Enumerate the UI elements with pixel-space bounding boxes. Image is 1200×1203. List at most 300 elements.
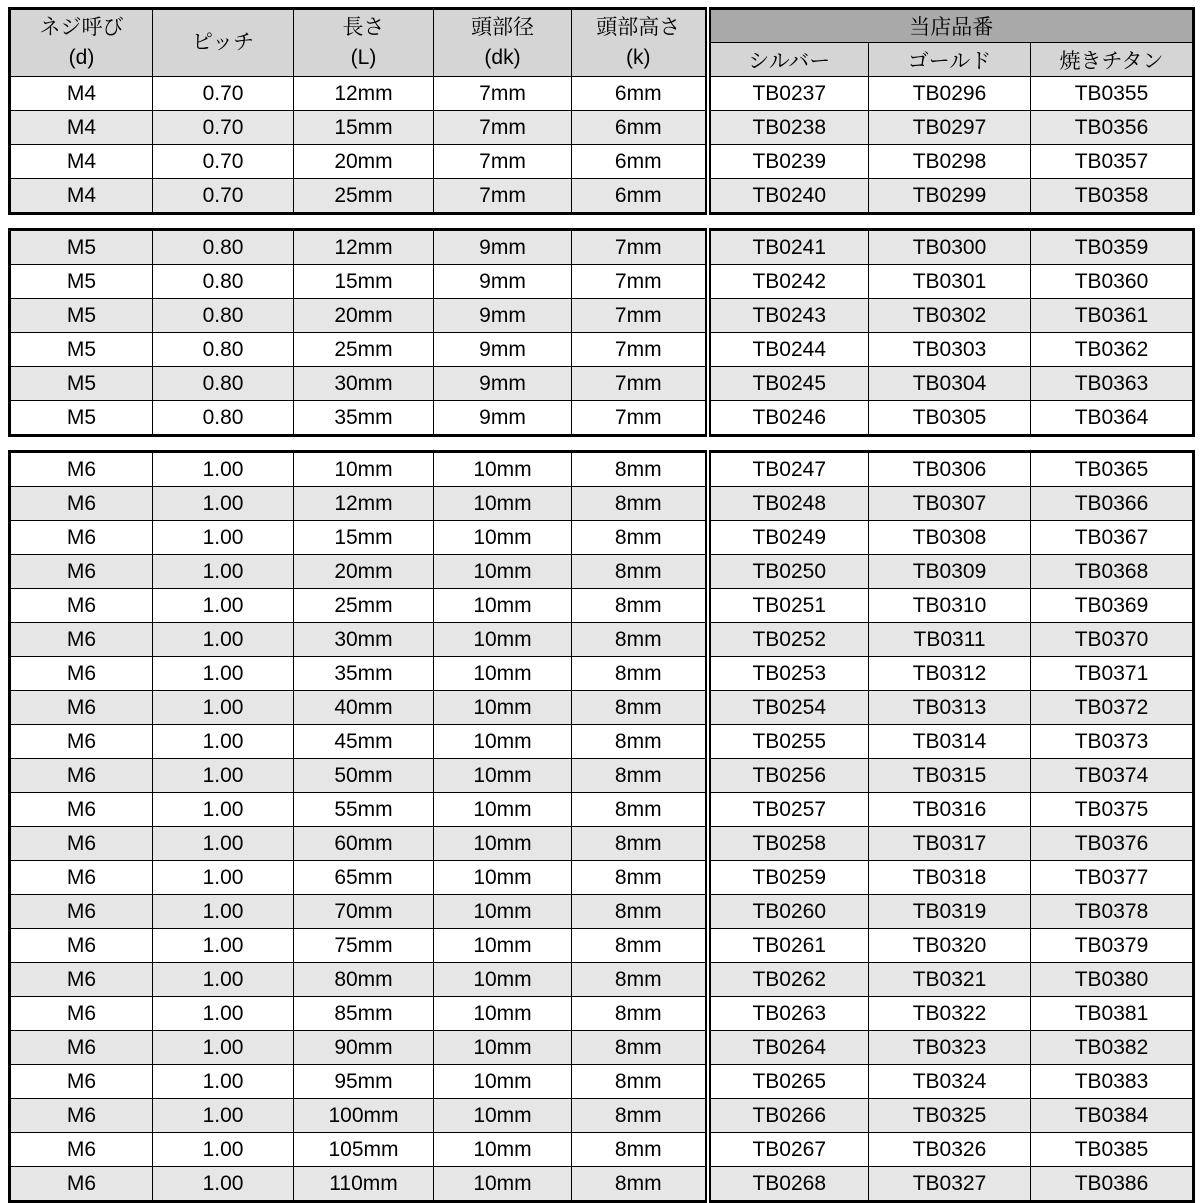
table-row: [10, 401, 1194, 436]
cell-head-diameter: 7mm: [434, 77, 572, 111]
cell-head-height: 8mm: [572, 963, 708, 997]
cell-pitch: 1.00: [153, 555, 294, 589]
cell-part-silver: TB0247: [708, 452, 869, 487]
cell-part-titanium: TB0386: [1031, 1167, 1194, 1202]
cell-screw-size: M4: [10, 179, 153, 214]
header-part-number-group: 当店品番: [708, 9, 1194, 43]
cell-screw-size: M6: [10, 555, 153, 589]
cell-head-height: 8mm: [572, 657, 708, 691]
cell-length: 85mm: [294, 997, 434, 1031]
cell-part-gold: TB0311: [869, 623, 1031, 657]
cell-part-titanium: TB0360: [1031, 265, 1194, 299]
cell-part-gold: TB0307: [869, 487, 1031, 521]
cell-part-titanium: TB0372: [1031, 691, 1194, 725]
cell-part-titanium: TB0364: [1031, 401, 1194, 436]
cell-part-gold: TB0323: [869, 1031, 1031, 1065]
cell-head-height: 7mm: [572, 265, 708, 299]
cell-pitch: 0.70: [153, 111, 294, 145]
cell-screw-size: M6: [10, 623, 153, 657]
header-gold: ゴールド: [869, 43, 1031, 77]
header-length: [294, 9, 434, 77]
cell-head-height: 7mm: [572, 299, 708, 333]
cell-pitch: 1.00: [153, 589, 294, 623]
table-row: [10, 793, 1194, 827]
cell-head-height: 8mm: [572, 793, 708, 827]
cell-head-diameter: 10mm: [434, 725, 572, 759]
cell-part-titanium: TB0355: [1031, 77, 1194, 111]
cell-head-diameter: 10mm: [434, 793, 572, 827]
cell-part-silver: TB0264: [708, 1031, 869, 1065]
cell-part-silver: TB0268: [708, 1167, 869, 1202]
cell-head-height: 8mm: [572, 759, 708, 793]
cell-part-silver: TB0242: [708, 265, 869, 299]
cell-part-silver: TB0244: [708, 333, 869, 367]
cell-screw-size: M5: [10, 401, 153, 436]
cell-length: 15mm: [294, 265, 434, 299]
cell-part-titanium: TB0382: [1031, 1031, 1194, 1065]
cell-part-silver: TB0246: [708, 401, 869, 436]
cell-head-diameter: 7mm: [434, 179, 572, 214]
table-header: [10, 9, 1194, 77]
cell-head-diameter: 10mm: [434, 452, 572, 487]
cell-length: 15mm: [294, 111, 434, 145]
cell-head-diameter: 9mm: [434, 401, 572, 436]
cell-head-diameter: 10mm: [434, 623, 572, 657]
cell-part-gold: TB0326: [869, 1133, 1031, 1167]
spec-table-m6: [8, 450, 1195, 1203]
table-row: [10, 77, 1194, 111]
cell-pitch: 1.00: [153, 997, 294, 1031]
cell-head-diameter: 10mm: [434, 1031, 572, 1065]
cell-part-titanium: TB0365: [1031, 452, 1194, 487]
cell-pitch: 1.00: [153, 1065, 294, 1099]
table-row: [10, 452, 1194, 487]
table-row: [10, 555, 1194, 589]
cell-length: 50mm: [294, 759, 434, 793]
cell-pitch: 1.00: [153, 657, 294, 691]
cell-head-height: 8mm: [572, 895, 708, 929]
header-screw-size: [10, 9, 153, 77]
cell-part-titanium: TB0375: [1031, 793, 1194, 827]
cell-head-diameter: 10mm: [434, 861, 572, 895]
header-screw-size-label: ネジ呼び: [39, 15, 124, 39]
cell-screw-size: M5: [10, 367, 153, 401]
cell-part-gold: TB0325: [869, 1099, 1031, 1133]
cell-pitch: 0.80: [153, 265, 294, 299]
cell-pitch: 0.80: [153, 299, 294, 333]
cell-pitch: 1.00: [153, 793, 294, 827]
cell-screw-size: M6: [10, 895, 153, 929]
cell-part-titanium: TB0385: [1031, 1133, 1194, 1167]
cell-head-height: 8mm: [572, 623, 708, 657]
table-row: [10, 895, 1194, 929]
cell-screw-size: M6: [10, 861, 153, 895]
cell-pitch: 1.00: [153, 725, 294, 759]
table-row: [10, 963, 1194, 997]
table-row: [10, 299, 1194, 333]
table-row: [10, 623, 1194, 657]
cell-screw-size: M6: [10, 827, 153, 861]
cell-screw-size: M6: [10, 521, 153, 555]
header-titanium: 焼きチタン: [1031, 43, 1194, 77]
cell-head-height: 7mm: [572, 367, 708, 401]
spec-table-m5: [8, 228, 1195, 437]
cell-pitch: 1.00: [153, 452, 294, 487]
cell-screw-size: M5: [10, 265, 153, 299]
cell-length: 25mm: [294, 333, 434, 367]
cell-part-titanium: TB0377: [1031, 861, 1194, 895]
cell-part-silver: TB0240: [708, 179, 869, 214]
cell-part-gold: TB0309: [869, 555, 1031, 589]
cell-part-silver: TB0260: [708, 895, 869, 929]
table-row: [10, 827, 1194, 861]
cell-head-height: 6mm: [572, 111, 708, 145]
cell-part-gold: TB0318: [869, 861, 1031, 895]
table-row: [10, 1031, 1194, 1065]
header-head-diameter-symbol: (dk): [484, 46, 521, 69]
cell-length: 12mm: [294, 487, 434, 521]
cell-length: 70mm: [294, 895, 434, 929]
cell-screw-size: M6: [10, 487, 153, 521]
cell-head-diameter: 10mm: [434, 521, 572, 555]
header-head-height-symbol: (k): [626, 46, 651, 69]
cell-pitch: 1.00: [153, 691, 294, 725]
table-row: [10, 179, 1194, 214]
cell-part-titanium: TB0374: [1031, 759, 1194, 793]
cell-head-diameter: 9mm: [434, 333, 572, 367]
cell-pitch: 0.80: [153, 367, 294, 401]
cell-length: 30mm: [294, 367, 434, 401]
cell-pitch: 1.00: [153, 895, 294, 929]
cell-head-height: 6mm: [572, 145, 708, 179]
table-body-m4: [10, 77, 1194, 214]
cell-screw-size: M6: [10, 793, 153, 827]
cell-part-gold: TB0297: [869, 111, 1031, 145]
cell-pitch: 1.00: [153, 1167, 294, 1202]
cell-head-diameter: 9mm: [434, 230, 572, 265]
table-row: [10, 487, 1194, 521]
cell-length: 35mm: [294, 657, 434, 691]
cell-part-gold: TB0324: [869, 1065, 1031, 1099]
cell-part-titanium: TB0359: [1031, 230, 1194, 265]
cell-head-diameter: 10mm: [434, 1167, 572, 1202]
table-row: [10, 1099, 1194, 1133]
cell-part-titanium: TB0363: [1031, 367, 1194, 401]
cell-head-diameter: 7mm: [434, 145, 572, 179]
cell-part-gold: TB0296: [869, 77, 1031, 111]
cell-screw-size: M6: [10, 1031, 153, 1065]
cell-part-titanium: TB0361: [1031, 299, 1194, 333]
cell-part-gold: TB0305: [869, 401, 1031, 436]
cell-length: 15mm: [294, 521, 434, 555]
table-row: [10, 333, 1194, 367]
cell-part-gold: TB0300: [869, 230, 1031, 265]
cell-part-silver: TB0257: [708, 793, 869, 827]
cell-pitch: 1.00: [153, 963, 294, 997]
cell-head-diameter: 9mm: [434, 367, 572, 401]
cell-pitch: 1.00: [153, 1031, 294, 1065]
cell-part-gold: TB0303: [869, 333, 1031, 367]
table-row: [10, 759, 1194, 793]
cell-part-gold: TB0327: [869, 1167, 1031, 1202]
header-pitch-label: ピッチ: [191, 30, 255, 54]
cell-pitch: 0.70: [153, 179, 294, 214]
table-row: [10, 230, 1194, 265]
cell-part-gold: TB0321: [869, 963, 1031, 997]
cell-head-height: 7mm: [572, 230, 708, 265]
cell-screw-size: M6: [10, 963, 153, 997]
cell-screw-size: M6: [10, 691, 153, 725]
cell-part-titanium: TB0383: [1031, 1065, 1194, 1099]
header-head-height: [572, 9, 708, 77]
header-head-diameter-label: 頭部径: [471, 15, 534, 39]
cell-length: 25mm: [294, 179, 434, 214]
cell-screw-size: M6: [10, 1167, 153, 1202]
cell-head-diameter: 10mm: [434, 589, 572, 623]
cell-head-height: 8mm: [572, 1065, 708, 1099]
cell-pitch: 1.00: [153, 827, 294, 861]
cell-head-height: 7mm: [572, 401, 708, 436]
table-row: [10, 861, 1194, 895]
cell-part-silver: TB0263: [708, 997, 869, 1031]
cell-screw-size: M5: [10, 299, 153, 333]
cell-length: 12mm: [294, 230, 434, 265]
cell-head-height: 8mm: [572, 1031, 708, 1065]
cell-length: 95mm: [294, 1065, 434, 1099]
cell-head-height: 8mm: [572, 452, 708, 487]
table-row: [10, 265, 1194, 299]
cell-head-diameter: 10mm: [434, 827, 572, 861]
table-row: [10, 725, 1194, 759]
cell-part-titanium: TB0366: [1031, 487, 1194, 521]
cell-part-silver: TB0237: [708, 77, 869, 111]
table-row: [10, 111, 1194, 145]
cell-length: 65mm: [294, 861, 434, 895]
cell-pitch: 1.00: [153, 929, 294, 963]
table-row: [10, 657, 1194, 691]
cell-part-gold: TB0304: [869, 367, 1031, 401]
cell-head-diameter: 10mm: [434, 1133, 572, 1167]
cell-screw-size: M6: [10, 589, 153, 623]
cell-screw-size: M6: [10, 997, 153, 1031]
cell-part-silver: TB0259: [708, 861, 869, 895]
table-row: [10, 997, 1194, 1031]
cell-length: 110mm: [294, 1167, 434, 1202]
cell-pitch: 1.00: [153, 487, 294, 521]
cell-part-titanium: TB0376: [1031, 827, 1194, 861]
cell-screw-size: M4: [10, 111, 153, 145]
header-head-height-label: 頭部高さ: [596, 15, 681, 39]
spec-table-m4: [8, 7, 1195, 215]
cell-length: 20mm: [294, 145, 434, 179]
cell-pitch: 0.70: [153, 77, 294, 111]
cell-part-titanium: TB0369: [1031, 589, 1194, 623]
cell-part-titanium: TB0371: [1031, 657, 1194, 691]
cell-head-diameter: 10mm: [434, 487, 572, 521]
header-screw-size-symbol: (d): [68, 46, 95, 69]
cell-pitch: 1.00: [153, 623, 294, 657]
table-row: [10, 145, 1194, 179]
cell-length: 30mm: [294, 623, 434, 657]
cell-head-diameter: 10mm: [434, 929, 572, 963]
cell-head-diameter: 10mm: [434, 963, 572, 997]
cell-length: 25mm: [294, 589, 434, 623]
cell-screw-size: M5: [10, 333, 153, 367]
cell-part-gold: TB0319: [869, 895, 1031, 929]
cell-part-gold: TB0310: [869, 589, 1031, 623]
cell-part-silver: TB0254: [708, 691, 869, 725]
cell-pitch: 1.00: [153, 1133, 294, 1167]
cell-part-silver: TB0241: [708, 230, 869, 265]
cell-screw-size: M4: [10, 77, 153, 111]
header-length-label: 長さ: [342, 15, 385, 39]
cell-part-silver: TB0258: [708, 827, 869, 861]
cell-part-silver: TB0239: [708, 145, 869, 179]
cell-part-titanium: TB0370: [1031, 623, 1194, 657]
cell-part-gold: TB0312: [869, 657, 1031, 691]
cell-pitch: 0.80: [153, 401, 294, 436]
cell-part-silver: TB0266: [708, 1099, 869, 1133]
cell-part-silver: TB0256: [708, 759, 869, 793]
cell-length: 100mm: [294, 1099, 434, 1133]
cell-head-height: 8mm: [572, 691, 708, 725]
cell-length: 90mm: [294, 1031, 434, 1065]
table-row: [10, 1133, 1194, 1167]
cell-screw-size: M5: [10, 230, 153, 265]
table-row: [10, 367, 1194, 401]
cell-length: 80mm: [294, 963, 434, 997]
cell-head-diameter: 10mm: [434, 691, 572, 725]
cell-part-titanium: TB0356: [1031, 111, 1194, 145]
cell-length: 40mm: [294, 691, 434, 725]
cell-part-silver: TB0238: [708, 111, 869, 145]
cell-part-gold: TB0306: [869, 452, 1031, 487]
cell-head-height: 8mm: [572, 555, 708, 589]
cell-head-diameter: 10mm: [434, 895, 572, 929]
cell-length: 20mm: [294, 555, 434, 589]
cell-length: 55mm: [294, 793, 434, 827]
cell-head-diameter: 10mm: [434, 1065, 572, 1099]
table-row: [10, 589, 1194, 623]
cell-pitch: 0.80: [153, 230, 294, 265]
cell-part-gold: TB0320: [869, 929, 1031, 963]
cell-part-titanium: TB0362: [1031, 333, 1194, 367]
cell-part-titanium: TB0373: [1031, 725, 1194, 759]
cell-length: 75mm: [294, 929, 434, 963]
cell-part-titanium: TB0358: [1031, 179, 1194, 214]
cell-part-silver: TB0243: [708, 299, 869, 333]
cell-pitch: 0.80: [153, 333, 294, 367]
cell-part-titanium: TB0367: [1031, 521, 1194, 555]
cell-head-height: 8mm: [572, 589, 708, 623]
table-row: [10, 1167, 1194, 1202]
cell-pitch: 1.00: [153, 759, 294, 793]
cell-length: 105mm: [294, 1133, 434, 1167]
cell-pitch: 1.00: [153, 521, 294, 555]
cell-length: 12mm: [294, 77, 434, 111]
cell-length: 35mm: [294, 401, 434, 436]
table-row: [10, 691, 1194, 725]
cell-part-titanium: TB0384: [1031, 1099, 1194, 1133]
cell-part-gold: TB0322: [869, 997, 1031, 1031]
cell-part-gold: TB0302: [869, 299, 1031, 333]
cell-head-height: 8mm: [572, 1099, 708, 1133]
table-body-m5: [10, 230, 1194, 436]
cell-head-diameter: 10mm: [434, 555, 572, 589]
cell-head-diameter: 10mm: [434, 1099, 572, 1133]
header-silver: シルバー: [708, 43, 869, 77]
cell-length: 10mm: [294, 452, 434, 487]
cell-screw-size: M6: [10, 452, 153, 487]
cell-part-titanium: TB0357: [1031, 145, 1194, 179]
cell-screw-size: M6: [10, 1099, 153, 1133]
cell-screw-size: M6: [10, 657, 153, 691]
cell-part-titanium: TB0380: [1031, 963, 1194, 997]
cell-length: 60mm: [294, 827, 434, 861]
cell-length: 45mm: [294, 725, 434, 759]
cell-part-silver: TB0261: [708, 929, 869, 963]
cell-part-silver: TB0265: [708, 1065, 869, 1099]
cell-part-gold: TB0313: [869, 691, 1031, 725]
cell-part-gold: TB0317: [869, 827, 1031, 861]
cell-screw-size: M6: [10, 929, 153, 963]
cell-screw-size: M4: [10, 145, 153, 179]
cell-head-height: 8mm: [572, 827, 708, 861]
cell-head-height: 8mm: [572, 997, 708, 1031]
cell-head-height: 6mm: [572, 179, 708, 214]
cell-head-height: 8mm: [572, 521, 708, 555]
cell-part-titanium: TB0378: [1031, 895, 1194, 929]
cell-part-silver: TB0250: [708, 555, 869, 589]
cell-part-gold: TB0314: [869, 725, 1031, 759]
cell-part-silver: TB0251: [708, 589, 869, 623]
cell-part-silver: TB0253: [708, 657, 869, 691]
table-body-m6: [10, 452, 1194, 1202]
cell-part-gold: TB0301: [869, 265, 1031, 299]
cell-part-silver: TB0255: [708, 725, 869, 759]
cell-pitch: 0.70: [153, 145, 294, 179]
cell-part-gold: TB0308: [869, 521, 1031, 555]
cell-head-height: 8mm: [572, 1133, 708, 1167]
cell-head-diameter: 10mm: [434, 759, 572, 793]
cell-head-height: 6mm: [572, 77, 708, 111]
cell-part-gold: TB0316: [869, 793, 1031, 827]
cell-part-gold: TB0299: [869, 179, 1031, 214]
cell-length: 20mm: [294, 299, 434, 333]
cell-head-height: 8mm: [572, 487, 708, 521]
cell-head-height: 8mm: [572, 725, 708, 759]
cell-part-silver: TB0267: [708, 1133, 869, 1167]
header-length-symbol: (L): [350, 46, 377, 69]
cell-part-silver: TB0249: [708, 521, 869, 555]
cell-pitch: 1.00: [153, 1099, 294, 1133]
cell-head-diameter: 10mm: [434, 657, 572, 691]
cell-screw-size: M6: [10, 1133, 153, 1167]
cell-part-titanium: TB0379: [1031, 929, 1194, 963]
cell-head-diameter: 10mm: [434, 997, 572, 1031]
cell-screw-size: M6: [10, 725, 153, 759]
cell-part-gold: TB0298: [869, 145, 1031, 179]
header-head-diameter: [434, 9, 572, 77]
table-row: [10, 929, 1194, 963]
cell-part-titanium: TB0381: [1031, 997, 1194, 1031]
cell-head-height: 7mm: [572, 333, 708, 367]
cell-screw-size: M6: [10, 1065, 153, 1099]
cell-head-diameter: 9mm: [434, 265, 572, 299]
cell-part-silver: TB0262: [708, 963, 869, 997]
cell-part-gold: TB0315: [869, 759, 1031, 793]
cell-screw-size: M6: [10, 759, 153, 793]
